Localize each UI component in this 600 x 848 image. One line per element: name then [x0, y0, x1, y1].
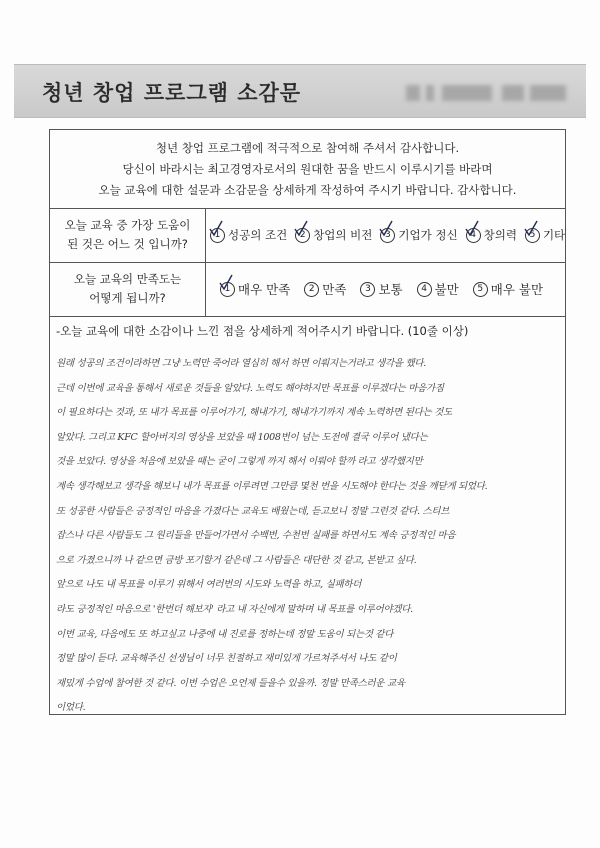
- handwritten-line: 이번 교육, 다음에도 또 하고싶고 나중에 내 진로를 정하는데 정말 도움이 되는것 같다: [56, 628, 394, 640]
- answer-option[interactable]: [220, 280, 290, 298]
- intro-block: [50, 130, 565, 209]
- question-text: 오늘 교육 중 가장 도움이: [64, 218, 191, 232]
- handwritten-line: 라도 긍정적인 마음으로 '한번더 해보자' 라고 내 자신에게 말하며 내 목표를 이루어야겠다.: [56, 603, 413, 615]
- option-number-circle: 2: [304, 282, 319, 297]
- option-number-circle: 5: [473, 282, 488, 297]
- handwritten-line: 재밌게 수업에 참여한 것 같다. 이번 수업은 오언제 들을수 있을까. 정말 만족스러운 교육: [56, 677, 405, 689]
- option-label: 기타: [542, 228, 566, 242]
- handwritten-line: 이었다.: [56, 702, 86, 714]
- question-text: 어떻게 됩니까?: [89, 291, 166, 305]
- option-label: 창업의 비전: [313, 228, 373, 242]
- answer-option[interactable]: [210, 227, 287, 243]
- option-number-circle: 1: [220, 282, 235, 297]
- survey-form: [49, 129, 566, 715]
- answer-option[interactable]: [473, 280, 543, 298]
- handwritten-line: 또 성공한 사람들은 긍정적인 마음을 가졌다는 교육도 배웠는데, 듣고보니 정말 그런것 같다. 스티브: [56, 505, 450, 517]
- option-number-circle: 5: [525, 228, 540, 243]
- option-number-circle: 4: [466, 228, 481, 243]
- handwritten-line: 계속 생각해보고 생각을 해보니 내가 목표를 이루려면 그만큼 몇천 번을 시도해야 한다는 것을 깨닫게 되었다.: [56, 480, 488, 492]
- check-mark-icon: [208, 220, 224, 238]
- intro-line: 청년 창업 프로그램에 적극적으로 참여해 주셔서 감사합니다.: [155, 141, 460, 155]
- check-mark-icon: [378, 220, 394, 238]
- handwritten-line: 앞으로 나도 내 목표를 이루기 위해서 여러번의 시도와 노력을 하고, 실패하더: [56, 579, 362, 591]
- question-text: 된 것은 어느 것 입니까?: [67, 237, 188, 251]
- handwritten-line: 잡스나 다른 사람들도 그 원리들을 만들어가면서 수백번, 수천번 실패를 하면서도 계속 긍정적인 마음: [56, 530, 456, 542]
- handwritten-line: 알았다. 그리고 KFC 할아버지의 영상을 보았을 때 1008번이 넘는 도전에 결국 이루어 냈다는: [56, 431, 428, 443]
- intro-line: 오늘 교육에 대한 설문과 소감문을 상세하게 작성하여 주시기 바랍니다. 감사합니다.: [98, 183, 517, 197]
- essay-prompt: -오늘 교육에 대한 소감이나 느낀 점을 상세하게 적어주시기 바랍니다. (10줄 이상): [56, 324, 469, 338]
- option-label: 매우 불만: [490, 282, 544, 297]
- option-number-circle: 3: [360, 282, 375, 297]
- question-satisfaction: [50, 262, 565, 317]
- option-number-circle: 2: [295, 228, 310, 243]
- check-mark-icon: [464, 220, 480, 238]
- answer-option[interactable]: [525, 227, 565, 243]
- option-label: 불만: [434, 282, 459, 297]
- redacted-name: [406, 85, 566, 101]
- answer-option[interactable]: [417, 280, 459, 298]
- answer-option[interactable]: [360, 280, 402, 298]
- handwritten-line: 정말 많이 듣다. 교육해주신 선생님이 너무 친절하고 재미있게 가르쳐주셔서 나도 같이: [56, 653, 397, 665]
- title-bar: [14, 64, 586, 118]
- check-mark-icon: [293, 220, 309, 238]
- answer-option[interactable]: [295, 227, 372, 243]
- question-most-helpful: [50, 208, 565, 263]
- option-number-circle: 4: [417, 282, 432, 297]
- option-label: 창의력: [483, 228, 517, 242]
- handwritten-answer: [56, 352, 561, 721]
- handwritten-line: 원래 성공의 조건이라하면 그냥 노력만 죽어라 열심히 해서 하면 이뤄지는거라고 생각을 했다.: [56, 358, 426, 369]
- handwritten-line: 으로 가졌으니까 나 같으면 금방 포기할거 같은데 그 사람들은 대단한 것 같고, 본받고 싶다.: [56, 554, 417, 566]
- handwritten-line: 근데 이번에 교육을 통해서 새로운 것들을 알았다. 노력도 해야하지만 목표를 이루겠다는 마음가짐: [56, 382, 444, 394]
- option-label: 보통: [378, 282, 403, 297]
- answer-option[interactable]: [380, 227, 457, 243]
- page-title: 청년 창업 프로그램 소감문: [42, 81, 302, 105]
- intro-line: 당신이 바라시는 최고경영자로서의 원대한 꿈을 반드시 이루시기를 바라며: [122, 162, 493, 176]
- option-number-circle: 3: [380, 228, 395, 243]
- answer-options: [220, 262, 565, 316]
- option-label: 만족: [322, 282, 347, 297]
- question-label: [50, 208, 206, 262]
- option-label: 기업가 정신: [398, 228, 458, 242]
- answer-option[interactable]: [304, 280, 346, 298]
- option-label: 성공의 조건: [228, 228, 288, 242]
- option-number-circle: 1: [210, 228, 225, 243]
- option-label: 매우 만족: [238, 282, 291, 297]
- check-mark-icon: [523, 220, 539, 238]
- handwritten-line: 이 필요하다는 것과, 또 내가 목표를 이루어가기, 해내가기, 해내가기까지 계속 노력하면 된다는 것도: [56, 407, 452, 419]
- answer-options: [210, 208, 565, 262]
- question-label: [50, 262, 206, 316]
- handwritten-line: 것을 보았다. 영상을 처음에 보았을 때는 굳이 그렇게 까지 해서 이뤄야 할까 라고 생각했지만: [56, 456, 423, 468]
- question-text: 오늘 교육의 만족도는: [73, 272, 182, 286]
- answer-option[interactable]: [466, 227, 517, 243]
- check-mark-icon: [218, 274, 234, 292]
